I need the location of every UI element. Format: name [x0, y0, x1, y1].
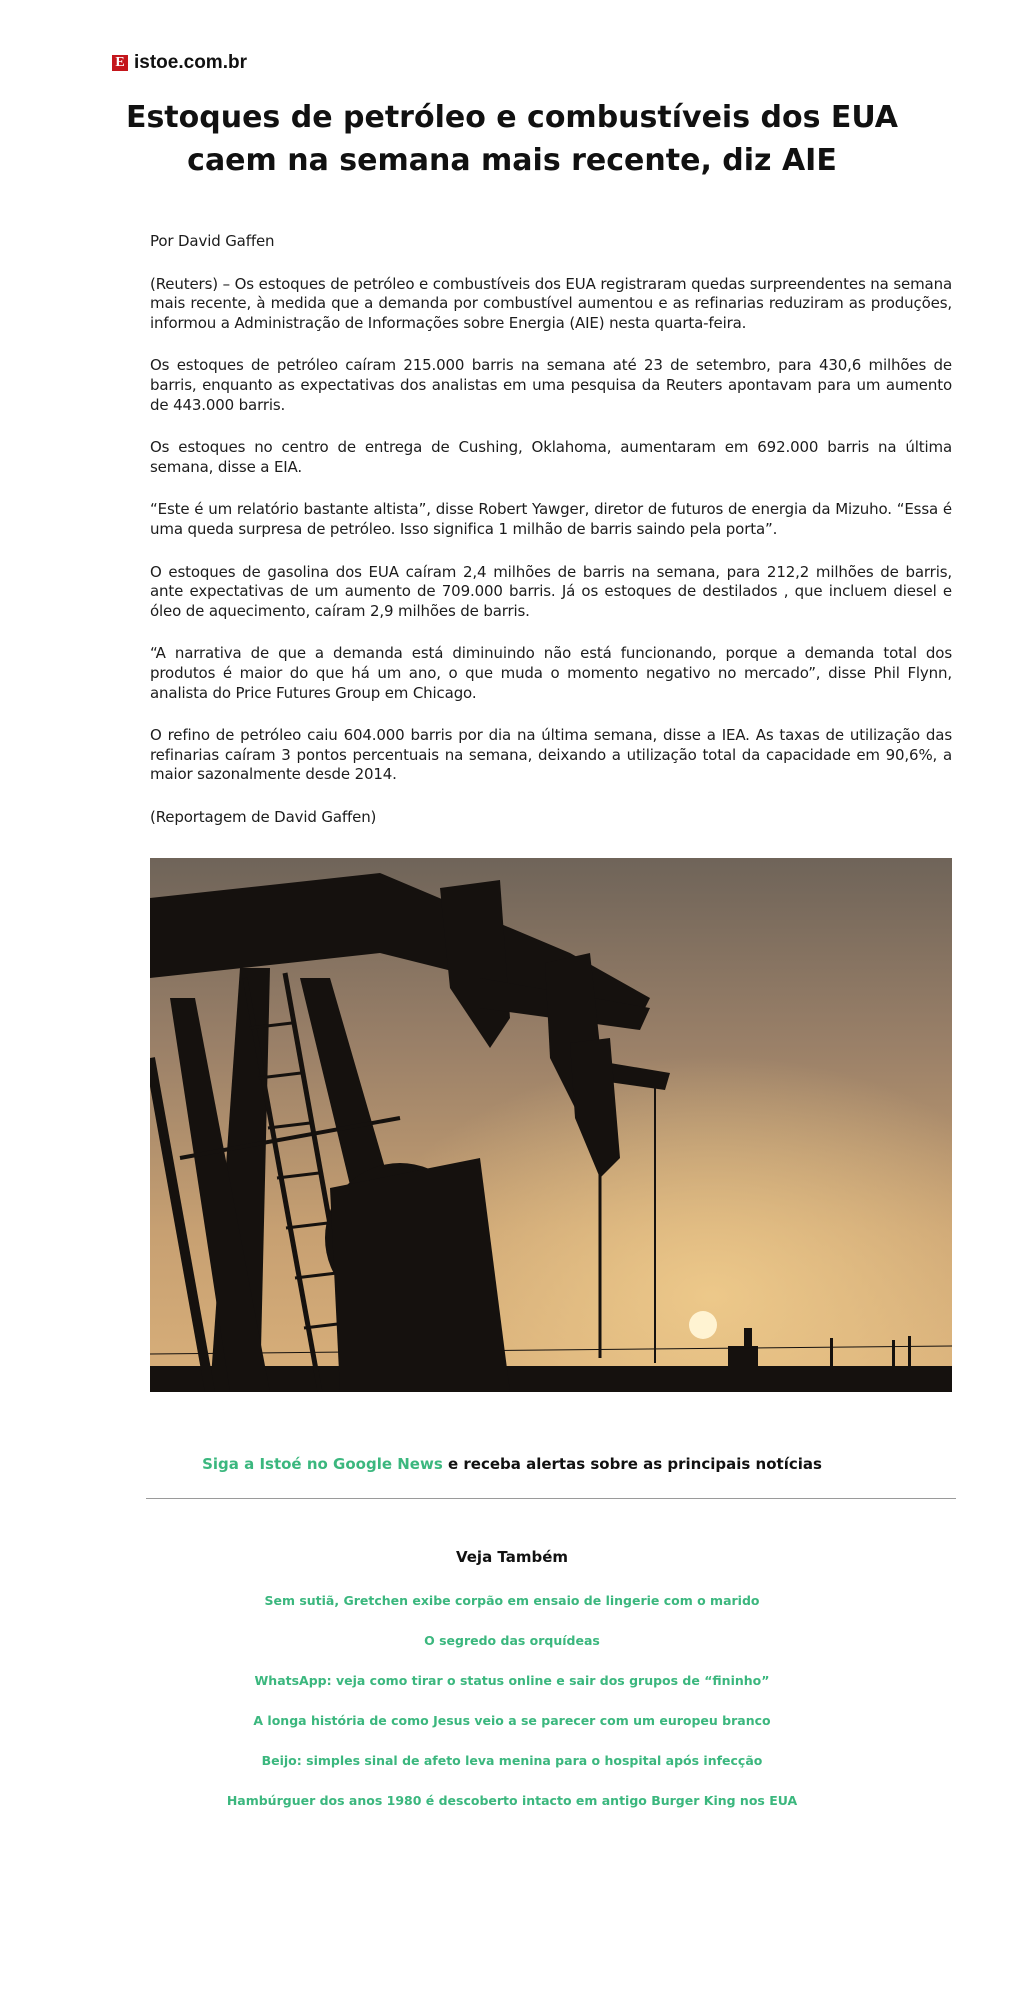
related-section	[112, 1548, 912, 1830]
article-byline: Por David Gaffen	[150, 232, 275, 250]
related-title: Veja Também	[455, 1548, 569, 1566]
article-paragraph: O estoques de gasolina dos EUA caíram 2,4 milhões de barris na semana, para 212,2 milhões de barris, ante expectativas de um aumento de 709.000 barris. Já os estoques de destilados , que incluem diesel e óleo de aquecimento, caíram 2,9 milhões de barris.	[150, 562, 952, 620]
oil-pumpjack-sunset-photo	[150, 858, 952, 1392]
google-news-cta-text: e receba alertas sobre as principais notícias	[442, 1455, 822, 1473]
article-paragraph: (Reuters) – Os estoques de petróleo e combustíveis dos EUA registraram quedas surpreendentes na semana mais recente, à medida que a demanda por combustível aumentou e as refinarias reduziram as produções, informou a Administração de Informações sobre Energia (AIE) nesta quarta-feira.	[150, 274, 952, 332]
related-item	[112, 1710, 912, 1750]
related-item	[112, 1630, 912, 1670]
related-link[interactable]: WhatsApp: veja como tirar o status online e sair dos grupos de “fininho”	[254, 1673, 770, 1688]
related-item	[112, 1670, 912, 1710]
section-divider	[146, 1498, 956, 1499]
related-item	[112, 1590, 912, 1630]
article-credit: (Reportagem de David Gaffen)	[150, 807, 377, 826]
related-list	[112, 1590, 912, 1830]
site-header	[112, 52, 247, 74]
istoe-logo-icon[interactable]: E	[112, 55, 128, 71]
related-link[interactable]: Beijo: simples sinal de afeto leva menina para o hospital após infecção	[261, 1753, 763, 1768]
article-paragraph: Os estoques no centro de entrega de Cushing, Oklahoma, aumentaram em 692.000 barris na última semana, disse a EIA.	[150, 438, 952, 476]
article-headline: Estoques de petróleo e combustíveis dos EUA caem na semana mais recente, diz AIE	[125, 100, 899, 178]
related-item	[112, 1790, 912, 1830]
google-news-cta	[112, 1455, 912, 1473]
related-link[interactable]: A longa história de como Jesus veio a se parecer com um europeu branco	[253, 1713, 771, 1728]
article-body	[150, 232, 952, 850]
google-news-link[interactable]: Siga a Istoé no Google News	[202, 1455, 443, 1473]
article-paragraph: “Este é um relatório bastante altista”, disse Robert Yawger, diretor de futuros de energia da Mizuho. “Essa é uma queda surpresa de petróleo. Isso significa 1 milhão de barris saindo pela porta”.	[150, 500, 952, 538]
article-paragraph: “A narrativa de que a demanda está diminuindo não está funcionando, porque a demanda total dos produtos é maior do que há um ano, o que muda o momento negativo no mercado”, disse Phil Flynn, analista do Price Futures Group em Chicago.	[150, 644, 952, 702]
site-domain[interactable]: istoe.com.br	[134, 52, 247, 73]
related-item	[112, 1750, 912, 1790]
related-link[interactable]: Sem sutiã, Gretchen exibe corpão em ensaio de lingerie com o marido	[264, 1593, 760, 1608]
article-paragraph: Os estoques de petróleo caíram 215.000 barris na semana até 23 de setembro, para 430,6 milhões de barris, enquanto as expectativas dos analistas em uma pesquisa da Reuters apontavam para um aumento de 443.000 barris.	[150, 356, 952, 414]
related-link[interactable]: Hambúrguer dos anos 1980 é descoberto intacto em antigo Burger King nos EUA	[226, 1793, 798, 1808]
related-link[interactable]: O segredo das orquídeas	[424, 1633, 600, 1648]
article-paragraph: O refino de petróleo caiu 604.000 barris por dia na última semana, disse a IEA. As taxas de utilização das refinarias caíram 3 pontos percentuais na semana, deixando a utilização total da capacidade em 90,6%, a maior sazonalmente desde 2014.	[150, 726, 952, 784]
